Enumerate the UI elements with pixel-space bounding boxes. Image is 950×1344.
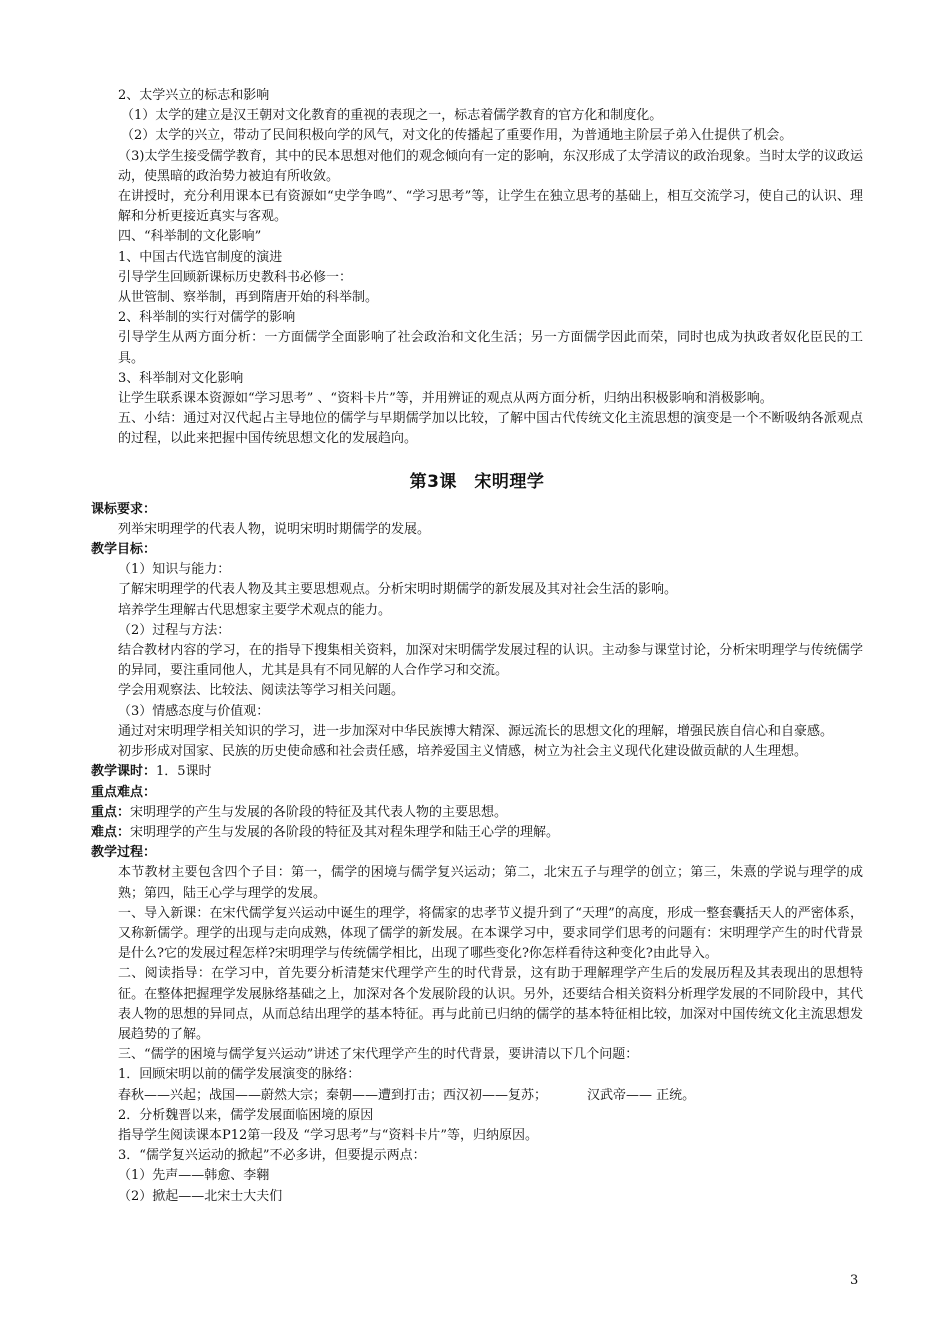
subheading: 3、科举制对文化影响 [118,370,244,386]
heading-taixue: 2、太学兴立的标志和影响 [118,88,270,103]
subheading: （3）情感态度与价值观： [118,703,270,719]
section-heading: 四、“科举制的文化影响” [118,229,262,245]
key-line [91,803,863,823]
timeline-text-end: 汉武帝—— 正统。 [587,1087,696,1103]
subheading: 2、科举制的实行对儒学的影响 [118,310,296,326]
label-difficulty: 难点： [91,824,131,840]
paragraph: 指导学生阅读课本P12第一段及 “学习思考”与“资料卡片”等，归纳原因。 [118,1127,539,1143]
paragraph: 从世管制、察举制，再到隋唐开始的科举制。 [118,290,379,306]
subheading: 1、中国古代选官制度的演进 [118,249,283,265]
paragraph: （2）太学的兴立，带动了民间积极向学的风气，对文化的传播起了重要作用，为普通地主阶层子弟入仕提供了机会。 [121,128,793,144]
paragraph: （3)太学生接受儒学教育，其中的民本思想对他们的观念倾向有一定的影响，东汉形成了太学清议的政治现象。当时太学的议政运动，使黑暗的政治势力被迫有所收敛。 [118,148,863,184]
paragraph: 结合教材内容的学习，在的指导下搜集相关资料，加深对宋明儒学发展过程的认识。主动参与课堂讨论，分析宋明理学与传统儒学的异同，要注重同他人，尤其是具有不同见解的人合作学习和交流。 [118,643,863,679]
paragraph: （1）太学的建立是汉王朝对文化教育的重视的表现之一，标志着儒学教育的官方化和制度化。 [121,108,663,124]
subheading: 3．“儒学复兴运动的掀起”不必多讲，但要提示两点： [118,1148,426,1164]
paragraph: 培养学生理解古代思想家主要学术观点的能力。 [118,602,392,618]
paragraph: 学会用观察法、比较法、阅读法等学习相关问题。 [118,683,405,699]
lesson-title: 第3课 宋明理学 [409,471,545,492]
paragraph: 通过对宋明理学相关知识的学习，进一步加深对中华民族博大精深、源远流长的思想文化的理解，增强民族自信心和自豪感。 [118,723,834,739]
paragraph: 引导学生回顾新课标历史教科书必修一： [118,269,353,285]
subheading: 1．回顾宋明以前的儒学发展演变的脉络： [118,1067,361,1083]
hours-line [91,762,863,782]
label-requirements: 课标要求： [91,501,157,517]
paragraph: 让学生联系课本资源如“学习思考” 、“资料卡片”等，并用辨证的观点从两方面分析，归纳出积极影响和消极影响。 [118,391,773,407]
paragraph: 本节教材主要包含四个子目：第一，儒学的困境与儒学复兴运动；第二，北宋五子与理学的创立；第三，朱熹的学说与理学的成熟；第四，陆王心学与理学的发展。 [118,865,863,901]
key-value: 宋明理学的产生与发展的各阶段的特征及其代表人物的主要思想。 [130,804,508,820]
difficulty-line [91,823,863,843]
page-number: 3 [850,1273,859,1288]
list-item: （1）先声——韩愈、李翱 [118,1168,270,1184]
list-item: （2）掀起——北宋士大夫们 [118,1188,283,1204]
hours-value: 1．5课时 [156,764,212,780]
difficulty-value: 宋明理学的产生与发展的各阶段的特征及其对程朱理学和陆王心学的理解。 [130,824,560,840]
paragraph: 初步形成对国家、民族的历史使命感和社会责任感，培养爱国主义情感，树立为社会主义现代化建设做贡献的人生理想。 [118,744,808,760]
paragraph: 引导学生从两方面分析：一方面儒学全面影响了社会政治和文化生活；另一方面儒学因此而荣，同时也成为执政者奴化臣民的工具。 [118,330,863,366]
paragraph: 列举宋明理学的代表人物，说明宋明时期儒学的发展。 [118,521,431,537]
subheading: （2）过程与方法： [118,622,231,638]
timeline-line [91,1086,863,1106]
label-key-difficult: 重点难点： [91,784,157,800]
subheading: （1）知识与能力： [118,562,231,578]
label-process: 教学过程： [91,845,157,861]
label-key: 重点： [91,804,131,820]
paragraph: 一、导入新课：在宋代儒学复兴运动中诞生的理学，将儒家的忠孝节义提升到了“天理”的高度，形成一整套囊括天人的严密体系，又称新儒学。理学的出现与走向成熟，体现了儒学的新发展。在本课学习中，要求同学们思考的问题有：宋明理学产生的时代背景是什么?它的发展过程怎样?宋明理学与传统儒学相比，出现了哪些变化?你怎样看待这种变化?由此导入。 [118,905,863,962]
document-page [91,86,863,1207]
label-hours: 教学课时： [91,764,157,780]
paragraph: 了解宋明理学的代表人物及其主要思想观点。分析宋明时期儒学的新发展及其对社会生活的影响。 [118,582,678,598]
label-goals: 教学目标： [91,542,157,558]
summary-paragraph: 五、小结：通过对汉代起占主导地位的儒学与早期儒学加以比较，了解中国古代传统文化主流思想的演变是一个不断吸纳各派观点的过程，以此来把握中国传统思想文化的发展趋向。 [118,411,863,447]
timeline-text: 春秋——兴起；战国——蔚然大宗；秦朝——遭到打击；西汉初——复苏； [118,1087,548,1103]
paragraph: 二、阅读指导：在学习中，首先要分析清楚宋代理学产生的时代背景，这有助于理解理学产生后的发展历程及其表现出的思想特征。在整体把握理学发展脉络基础之上，加深对各个发展阶段的认识。另外，还要结合相关资料分析理学发展的不同阶段中，其代表人物的思想的异同点，从而总结出理学的基本特征。再与此前已归纳的儒学的基本特征相比较，加深对中国传统文化主流思想发展趋势的了解。 [118,966,863,1042]
paragraph: 三、“儒学的困境与儒学复兴运动”讲述了宋代理学产生的时代背景，要讲清以下几个问题： [118,1047,639,1063]
paragraph: 在讲授时，充分利用课本已有资源如“史学争鸣”、“学习思考”等，让学生在独立思考的基础上，相互交流学习，使自己的认识、理解和分析更接近真实与客观。 [118,189,863,225]
subheading: 2．分析魏晋以来，儒学发展面临困境的原因 [118,1107,374,1123]
